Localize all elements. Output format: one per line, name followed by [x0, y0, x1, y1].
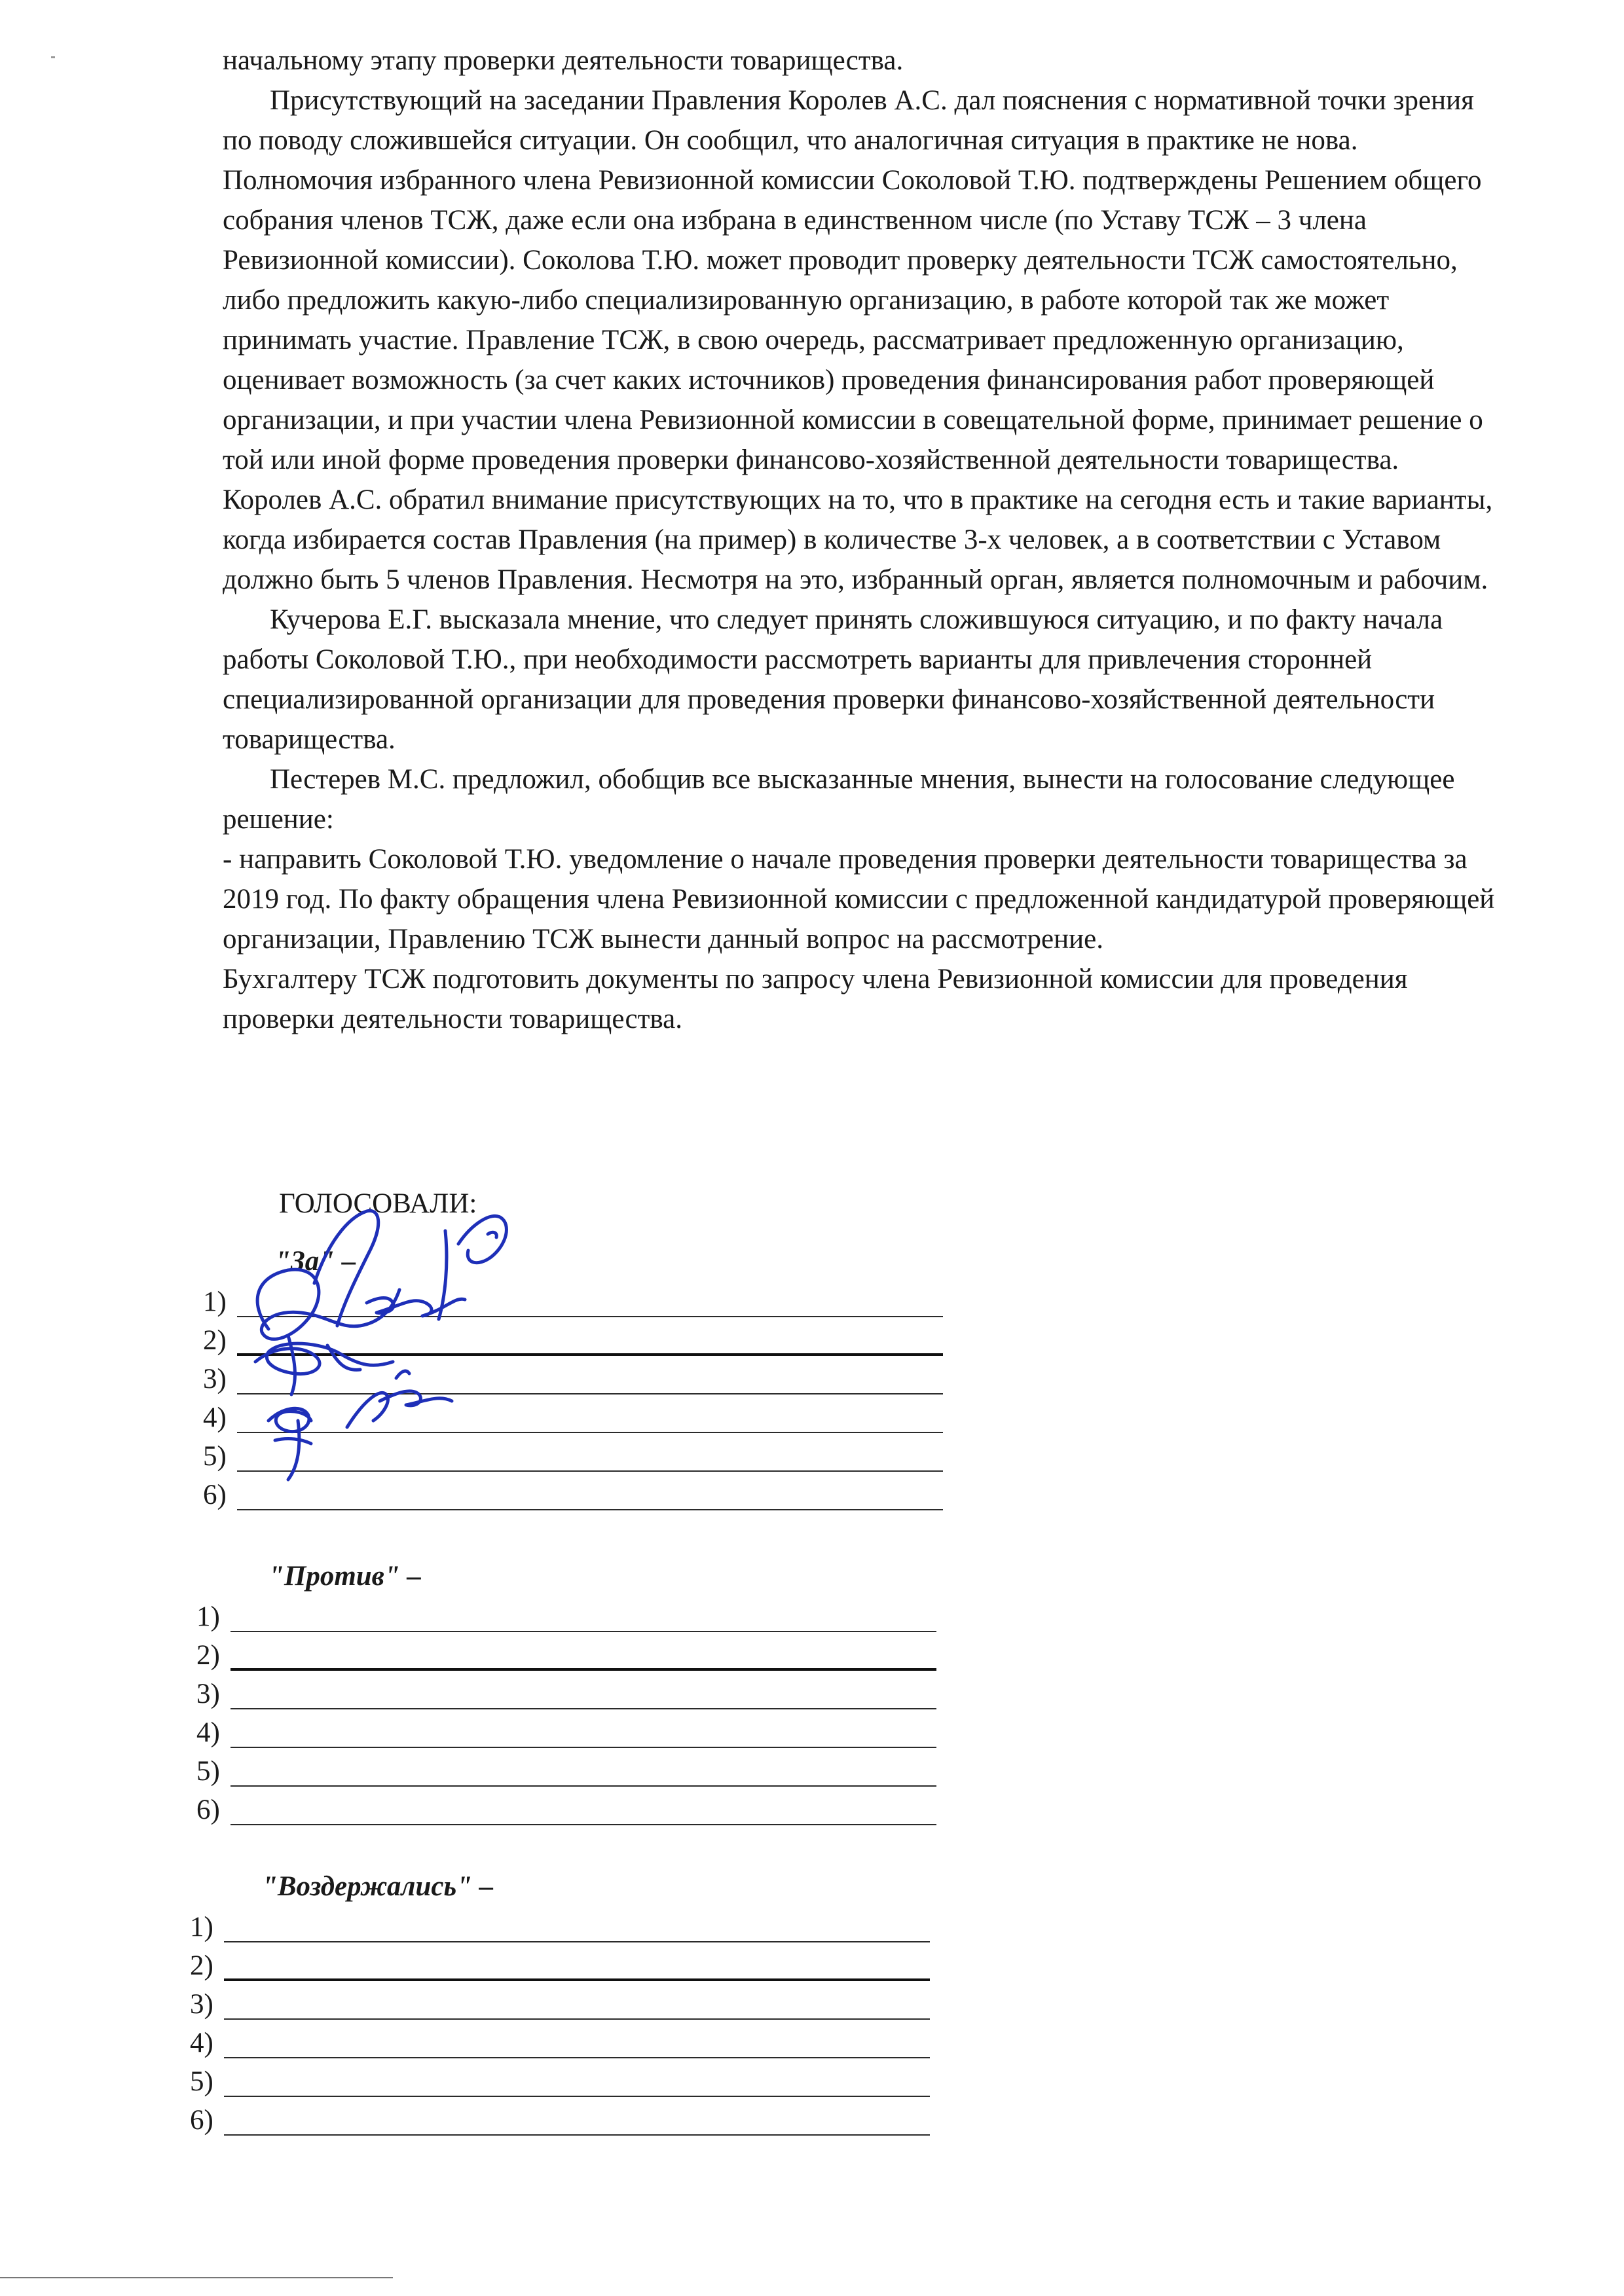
signature-stroke	[275, 1439, 311, 1444]
paragraph-7: Бухгалтеру ТСЖ подготовить документы по запросу члена Ревизионной комиссии для проведения проверки деятельности товарищества.	[223, 964, 1408, 1034]
vote-line-number: 1)	[203, 1286, 227, 1317]
vote-line	[190, 1985, 930, 2024]
vote-line-number: 5)	[190, 2066, 213, 2097]
signature-rule	[224, 1978, 930, 1981]
signature-stroke	[458, 1216, 506, 1262]
signature-stroke	[347, 1393, 388, 1427]
vote-line-number: 6)	[203, 1480, 227, 1510]
vote-line-number: 1)	[196, 1601, 220, 1632]
signature-stroke	[288, 1421, 299, 1480]
vote-heading-abstain: "Воздержались" –	[262, 1871, 494, 1902]
vote-line	[190, 2024, 930, 2062]
signature-stroke	[314, 1211, 378, 1326]
body-text	[223, 41, 1506, 1039]
signature-rule	[224, 2057, 930, 2058]
signature-rule	[224, 1941, 930, 1942]
signature-stroke	[488, 1232, 496, 1237]
paragraph-5: Пестерев М.С. предложил, обобщив все высказанные мнения, вынести на голосование следующее решение:	[223, 764, 1455, 835]
vote-line	[190, 2101, 930, 2140]
vote-line-number: 3)	[196, 1679, 220, 1709]
vote-title: ГОЛОСОВАЛИ:	[279, 1188, 477, 1219]
signature-stroke	[257, 1269, 399, 1339]
vote-line-number: 5)	[203, 1441, 227, 1472]
signature-rule	[237, 1509, 943, 1510]
vote-line-number: 3)	[203, 1364, 227, 1394]
scan-speck	[51, 56, 55, 58]
signature-rule	[231, 1631, 936, 1632]
signature-rule	[231, 1785, 936, 1787]
vote-line-number: 2)	[190, 1950, 213, 1981]
vote-line	[196, 1752, 936, 1791]
vote-line-number: 4)	[196, 1717, 220, 1748]
paragraph-1: начальному этапу проверки деятельности товарищества.	[223, 45, 904, 76]
signature-rule	[231, 1668, 936, 1671]
signature-rule	[224, 2018, 930, 2020]
signature-stroke	[380, 1391, 452, 1406]
vote-line	[190, 1908, 930, 1946]
signature-stroke	[367, 1298, 465, 1317]
signature-rule	[224, 2096, 930, 2097]
paragraph-2: Присутствующий на заседании Правления Королев А.С. дал пояснения с нормативной точки зрения по поводу сложившейся ситуации. Он сообщил, что аналогичная ситуация в практике не нова. Полномочия избранного члена Ревизионной комиссии Соколовой Т.Ю. подтверждены Решением общего собрания членов ТСЖ, даже если она избрана в единственном числе (по Уставу ТСЖ – 3 члена Ревизионной комиссии). Соколова Т.Ю. может проводит проверку деятельности ТСЖ самостоятельно, либо предложить какую-либо специализированную организацию, в работе которой так же может принимать участие. Правление ТСЖ, в свою очередь, рассматривает предложенную организацию, оценивает возможность (за счет каких источников) проведения финансирования работ проверяющей организации, и при участии члена Ревизионной комиссии в совещательной форме, принимает решение о той или иной форме проведения проверки финансово-хозяйственной деятельности товарищества.	[223, 85, 1483, 475]
vote-line	[196, 1675, 936, 1713]
vote-group-abstain	[190, 1866, 930, 2140]
vote-line-number: 2)	[203, 1325, 227, 1356]
signature-rule	[231, 1824, 936, 1825]
paragraph-6: - направить Соколовой Т.Ю. уведомление о начале проведения проверки деятельности товарищества за 2019 год. По факту обращения члена Ревизионной комиссии с предложенной кандидатурой проверяющей организации, Правлению ТСЖ вынести данный вопрос на рассмотрение.	[223, 844, 1495, 955]
vote-line-number: 4)	[203, 1402, 227, 1433]
signature-stroke	[255, 1343, 393, 1374]
paragraph-4: Кучерова Е.Г. высказала мнение, что следует принять сложившуюся ситуацию, и по факту начала работы Соколовой Т.Ю., при необходимости рассмотреть варианты для привлечения сторонней специализированной организации для проведения проверки финансово-хозяйственной деятельности товарищества.	[223, 604, 1443, 755]
vote-heading-against: "Против" –	[268, 1561, 422, 1592]
vote-line	[196, 1597, 936, 1636]
vote-line-number: 5)	[196, 1756, 220, 1787]
signature-stroke	[268, 1408, 311, 1431]
vote-line-number: 2)	[196, 1640, 220, 1671]
vote-line-number: 6)	[190, 2105, 213, 2136]
vote-line	[196, 1636, 936, 1675]
vote-line	[196, 1713, 936, 1752]
signature-stroke	[396, 1371, 409, 1378]
vote-line	[190, 2062, 930, 2101]
paragraph-3: Королев А.С. обратил внимание присутствующих на то, что в практике на сегодня есть и такие варианты, когда избирается состав Правления (на пример) в количестве 3-х человек, а в соответствии с Уставом должно быть 5 членов Правления. Несмотря на это, избранный орган, является полномочным и рабочим.	[223, 484, 1493, 595]
vote-line-number: 1)	[190, 1912, 213, 1942]
handwritten-signatures	[229, 1205, 570, 1493]
signature-rule	[231, 1747, 936, 1748]
vote-line-number: 4)	[190, 2028, 213, 2058]
vote-group-against	[196, 1556, 936, 1829]
bottom-rule	[0, 2277, 393, 2278]
vote-line	[196, 1791, 936, 1829]
vote-line	[190, 1946, 930, 1985]
signature-rule	[231, 1708, 936, 1709]
vote-line-number: 3)	[190, 1989, 213, 2020]
vote-line-number: 6)	[196, 1795, 220, 1825]
vote-heading-for: "За" –	[275, 1246, 356, 1277]
signature-rule	[224, 2134, 930, 2136]
